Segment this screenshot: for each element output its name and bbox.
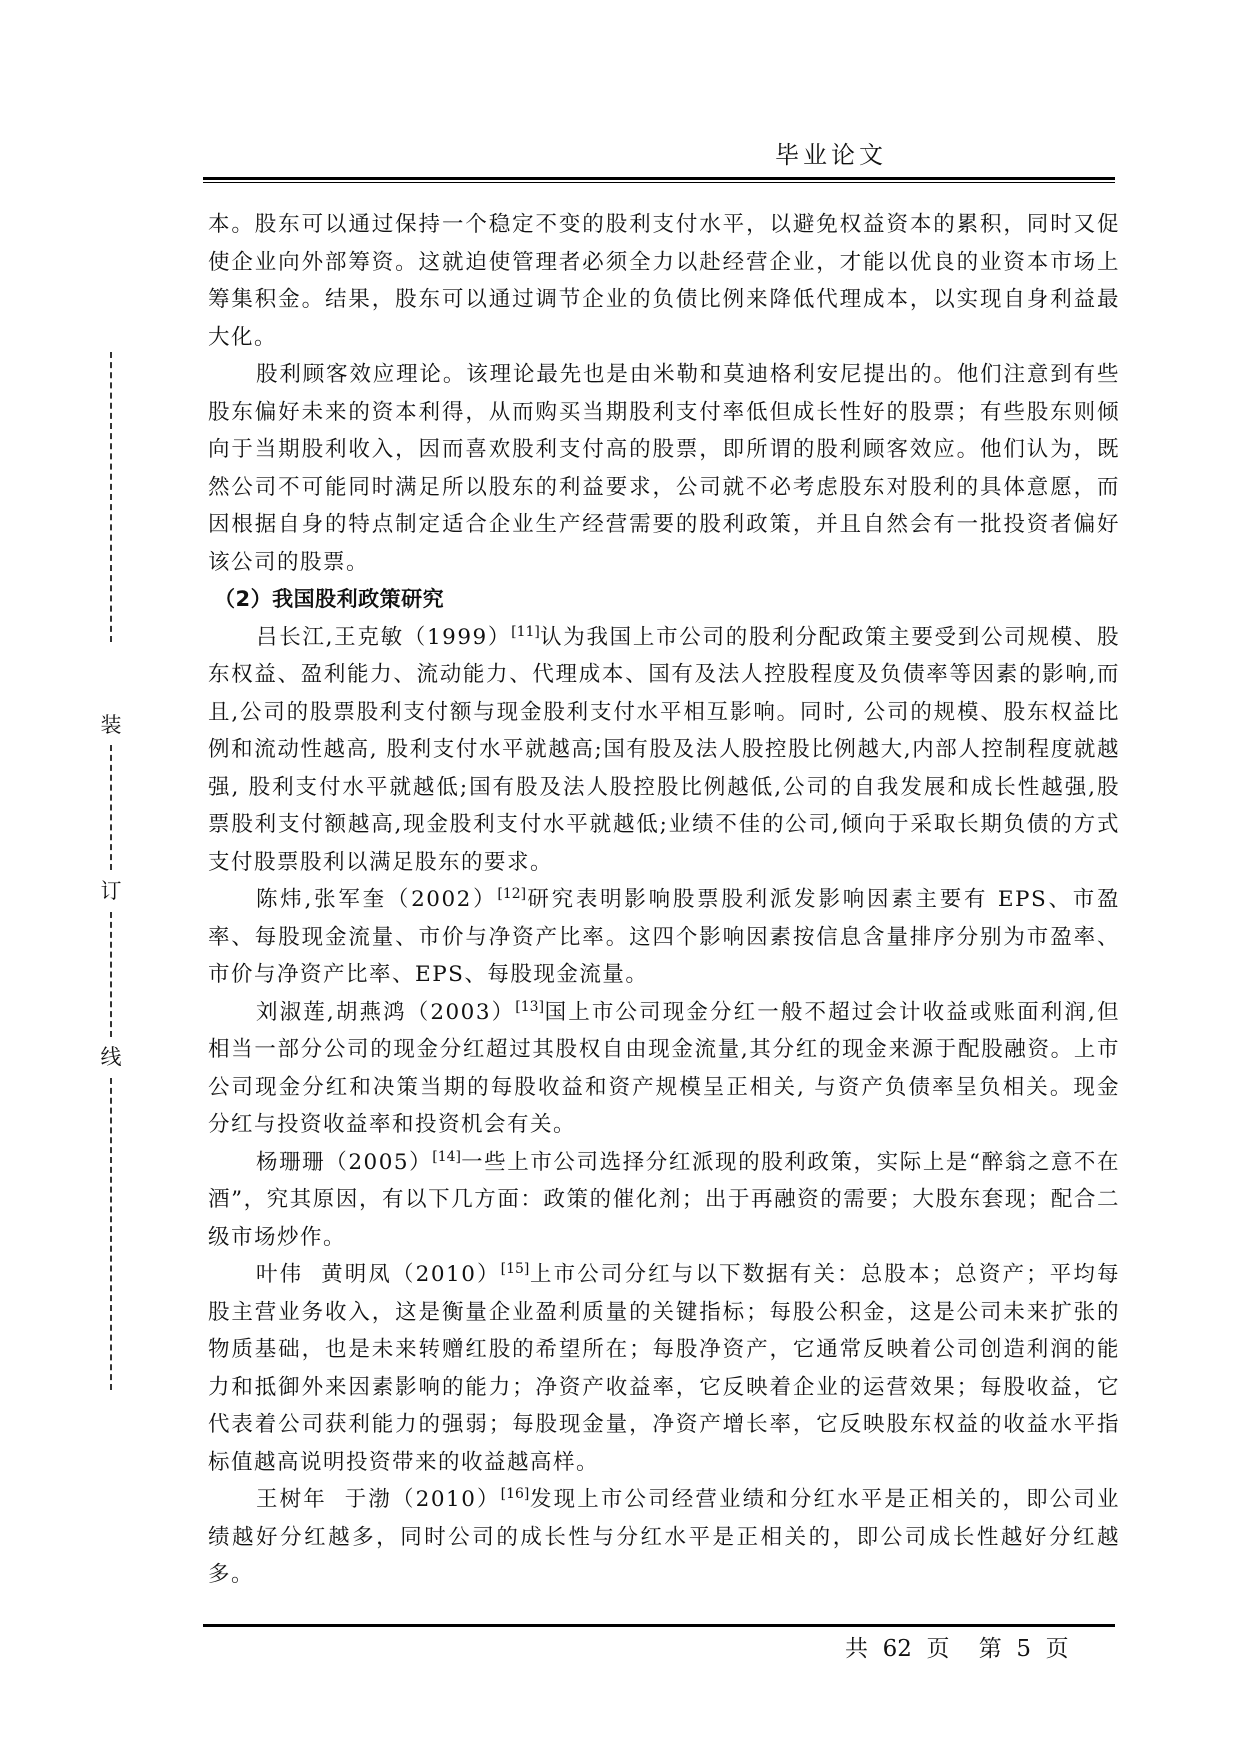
binding-label-zhuang: 装	[100, 713, 122, 737]
reference-marker: [15]	[500, 1261, 530, 1277]
reference-marker: [16]	[500, 1486, 530, 1502]
reference-marker: [12]	[497, 886, 527, 902]
binding-line-segment	[110, 745, 112, 870]
binding-line-segment	[110, 912, 112, 1037]
paragraph: 股利顾客效应理论。该理论最先也是由米勒和莫迪格利安尼提出的。他们注意到有些股东偏好未来的资本利得，从而购买当期股利支付率低但成长性好的股票；有些股东则倾向于当期股利收入，因而喜欢股利支付高的股票，即所谓的股利顾客效应。他们认为，既然公司不可能同时满足所以股东的利益要求，公司就不必考虑股东对股利的具体意愿，而因根据自身的特点制定适合企业生产经营需要的股利政策，并且自然会有一批投资者偏好该公司的股票。	[208, 362, 1120, 575]
paragraph-text: 一些上市公司选择分红派现的股利政策，实际上是“醉翁之意不在酒”，究其原因，有以下几方面：政策的催化剂；出于再融资的需要；大股东套现；配合二级市场炒作。	[208, 1149, 1121, 1250]
binding-label-ding: 订	[100, 879, 122, 903]
paragraph-text: 上市公司分红与以下数据有关：总股本；总资产；平均每股主营业务收入，这是衡量企业盈利质量的关键指标；每股公积金，这是公司未来扩张的物质基础，也是未来转赠红股的希望所在；每股净资产，它通常反映着公司创造利润的能力和抵御外来因素影响的能力；净资产收益率，它反映着企业的运营效果；每股收益，它代表着公司获利能力的强弱；每股现金量，净资产增长率，它反映股东权益的收益水平指标值越高说明投资带来的收益越高样。	[208, 1262, 1120, 1475]
reference-marker: [14]	[432, 1148, 461, 1165]
page-number: 共 62 页 第 5 页	[845, 1636, 1069, 1662]
reference-marker: [13]	[515, 998, 545, 1015]
paragraph	[208, 1256, 1120, 1481]
paragraph-text: 国上市公司现金分红一般不超过会计收益或账面利润,但相当一部分公司的现金分红超过其股权自由现金流量,其分红的现金来源于配股融资。上市公司现金分红和决策当期的每股收益和资产规模呈正相关, 与资产负债率呈负相关。现金分红与投资收益率和投资机会有关。	[208, 999, 1120, 1137]
paragraph-text: 发现上市公司经营业绩和分红水平是正相关的，即公司业绩越好分红越多，同时公司的成长性与分红水平是正相关的，即公司成长性越好分红越多。	[208, 1487, 1120, 1587]
citation-authors: 刘淑莲,胡燕鸿（2003）	[256, 999, 516, 1025]
paragraph-text: 研究表明影响股票股利派发影响因素主要有 EPS、市盈率、每股现金流量、市价与净资产比率。这四个影响因素按信息含量排序分别为市盈率、市价与净资产比率、EPS、每股现金流量。	[208, 887, 1120, 987]
paragraph	[208, 881, 1120, 994]
body-text	[208, 206, 1120, 1594]
section-heading: （2）我国股利政策研究	[214, 587, 445, 611]
paragraph-text: 认为我国上市公司的股利分配政策主要受到公司规模、股东权益、盈利能力、流动能力、代理成本、国有及法人控股程度及负债率等因素的影响,而且,公司的股票股利支付额与现金股利支付水平相互影响。同时, 公司的规模、股东权益比例和流动性越高, 股利支付水平就越高;国有股及法人股控股比例越大,内部人控制程度就越强, 股利支付水平就越低;国有股及法人股控股比例越低,公司的自我发展和成长性越强,股票股利支付额越高,现金股利支付水平就越低;业绩不佳的公司,倾向于采取长期负债的方式支付股票股利以满足股东的要求。	[208, 624, 1120, 875]
citation-authors: 陈炜,张军奎（2002）	[256, 887, 498, 912]
header-rule	[203, 177, 1115, 183]
citation-authors: 王树年 于渤（2010）	[256, 1487, 501, 1512]
paragraph	[208, 1144, 1120, 1257]
paragraph	[208, 1481, 1120, 1594]
footer-rule	[203, 1624, 1115, 1627]
binding-line-segment	[110, 1078, 112, 1390]
binding-label-xian: 线	[100, 1045, 122, 1069]
citation-authors: 吕长江,王克敏（1999）	[256, 624, 512, 650]
binding-line-segment	[110, 352, 112, 642]
citation-authors: 杨珊珊（2005）	[256, 1149, 433, 1175]
paragraph	[208, 619, 1120, 882]
reference-marker: [11]	[511, 623, 540, 640]
paragraph	[208, 994, 1120, 1144]
citation-authors: 叶伟 黄明凤（2010）	[256, 1262, 501, 1287]
running-header-title: 毕业论文	[775, 141, 887, 169]
paragraph: 本。股东可以通过保持一个稳定不变的股利支付水平，以避免权益资本的累积，同时又促使企业向外部筹资。这就迫使管理者必须全力以赴经营企业，才能以优良的业资本市场上筹集积金。结果，股东可以通过调节企业的负债比例来降低代理成本，以实现自身利益最大化。	[208, 212, 1120, 350]
